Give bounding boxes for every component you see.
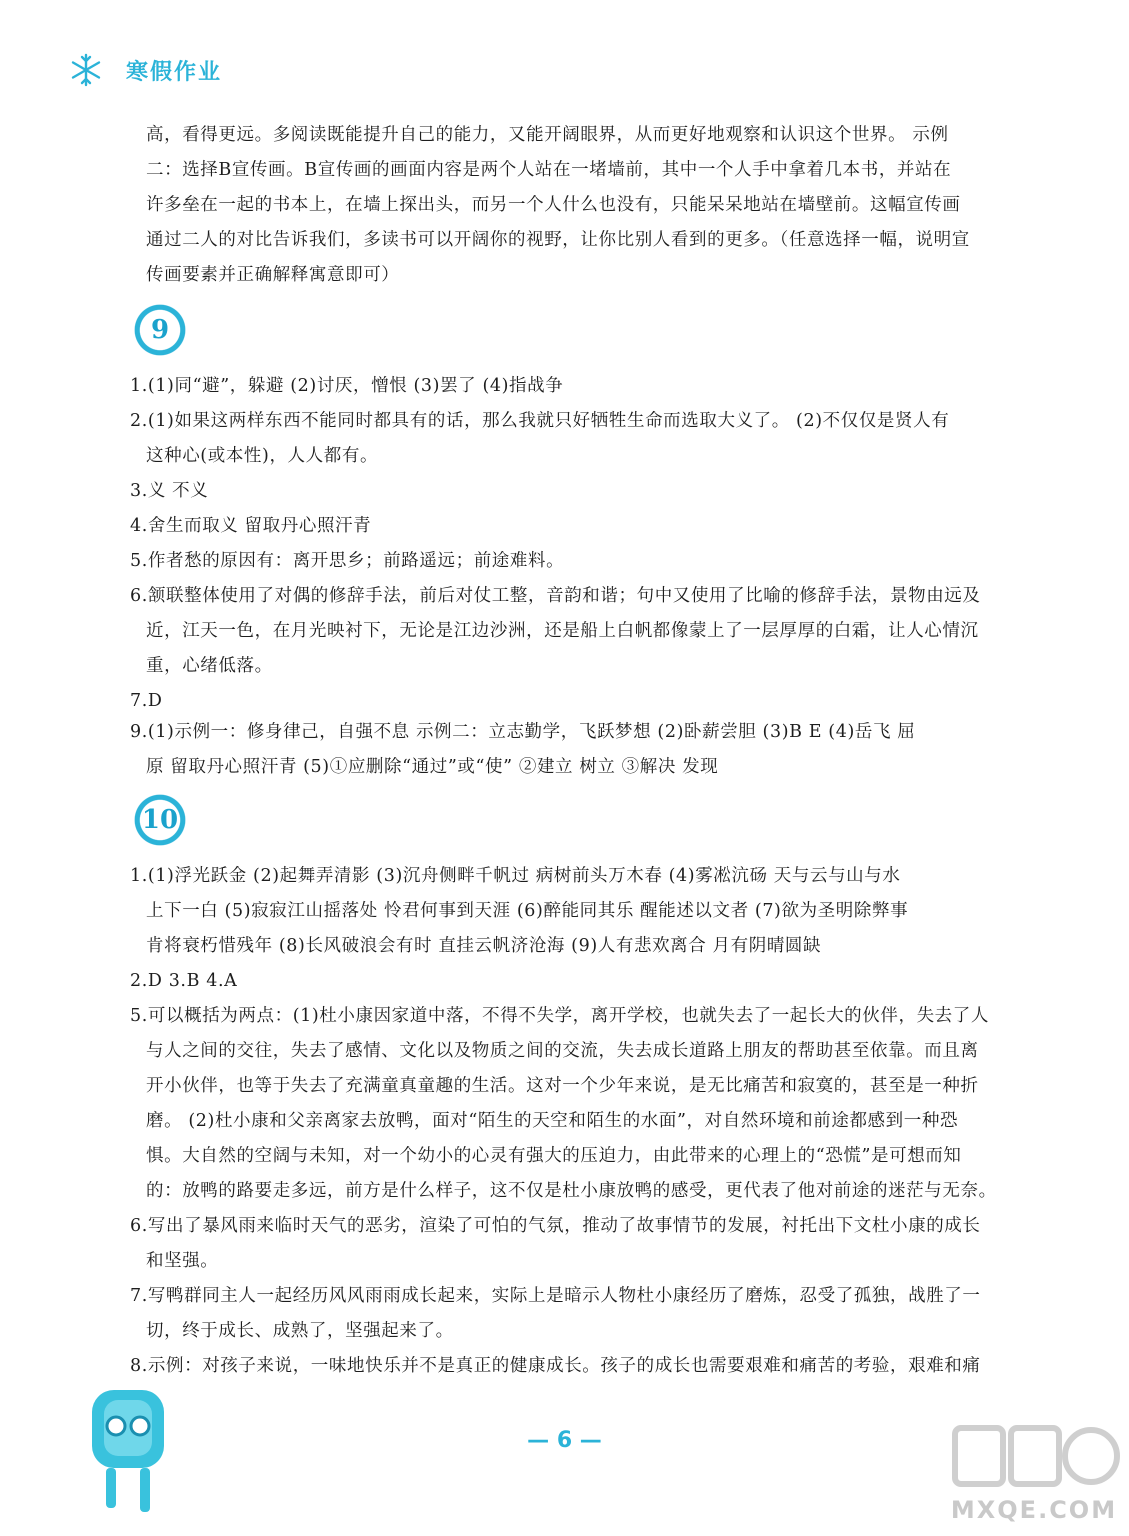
answer-line: 7.D [130, 691, 163, 711]
answer-line: 4.舍生而取义 留取丹心照汗青 [130, 516, 372, 536]
text-line: 高，看得更远。多阅读既能提升自己的能力，又能开阔眼界，从而更好地观察和认识这个世界。 示例 [146, 125, 949, 145]
answer-line: 7.写鸭群同主人一起经历风风雨雨成长起来，实际上是暗示人物杜小康经历了磨炼，忍受了孤独，战胜了一 [130, 1286, 981, 1306]
answer-line: 5.作者愁的原因有：离开思乡；前路遥远；前途难料。 [130, 551, 565, 571]
answer-line: 原 留取丹心照汗青 (5)①应删除“通过”或“使” ②建立 树立 ③解决 发现 [146, 757, 719, 777]
watermark-text: MXQE.COM [950, 1496, 1118, 1524]
text-line: 传画要素并正确解释寓意即可） [146, 265, 400, 285]
answer-line: 和坚强。 [146, 1251, 219, 1271]
header-title: 寒假作业 [126, 59, 223, 85]
badge-number: 10 [141, 805, 179, 835]
page-number: — 6 — [527, 1428, 602, 1453]
text-line: 许多垒在一起的书本上，在墙上探出头，而另一个人什么也没有，只能呆呆地站在墙壁前。这幅宣传画 [146, 195, 961, 215]
answer-line: 6.颔联整体使用了对偶的修辞手法，前后对仗工整，音韵和谐；句中又使用了比喻的修辞手法，景物由远及 [130, 586, 981, 606]
answer-line: 这种心(或本性)，人人都有。 [146, 446, 379, 466]
answer-line: 2.(1)如果这两样东西不能同时都具有的话，那么我就只好牺牲生命而选取大义了。 (2)不仅仅是贤人有 [130, 411, 950, 431]
page-header [68, 52, 222, 88]
answer-line: 1.(1)浮光跃金 (2)起舞弄清影 (3)沉舟侧畔千帆过 病树前头万木春 (4)雾凇沆砀 天与云与山与水 [130, 866, 901, 886]
answer-line: 6.写出了暴风雨来临时天气的恶劣，渲染了可怕的气氛，推动了故事情节的发展，衬托出下文杜小康的成长 [130, 1216, 981, 1236]
watermark [945, 1418, 1123, 1530]
answer-line: 磨。 (2)杜小康和父亲离家去放鸭，面对“陌生的天空和陌生的水面”，对自然环境和前途都感到一种恐 [146, 1111, 959, 1131]
answer-line: 与人之间的交往，失去了感情、文化以及物质之间的交流，失去成长道路上朋友的帮助甚至依靠。而且离 [146, 1041, 979, 1061]
answer-line: 肯将衰朽惜残年 (8)长风破浪会有时 直挂云帆济沧海 (9)人有悲欢离合 月有阴晴圆缺 [146, 936, 822, 956]
answer-line: 9.(1)示例一：修身律己，自强不息 示例二：立志勤学，飞跃梦想 (2)卧薪尝胆 (3)B E (4)岳飞 屈 [130, 722, 916, 742]
watermark-logo-icon [945, 1418, 1123, 1498]
answer-line: 的：放鸭的路要走多远，前方是什么样子，这不仅是杜小康放鸭的感受，更代表了他对前途的迷茫与无奈。 [146, 1181, 997, 1201]
answer-line: 重，心绪低落。 [146, 656, 273, 676]
answer-line: 开小伙伴，也等于失去了充满童真童趣的生活。这对一个少年来说，是无比痛苦和寂寞的，甚至是一种折 [146, 1076, 979, 1096]
answer-line: 1.(1)同“避”，躲避 (2)讨厌，憎恨 (3)罢了 (4)指战争 [130, 376, 564, 396]
answer-line: 5.可以概括为两点：(1)杜小康因家道中落，不得不失学，离开学校，也就失去了一起长大的伙伴，失去了人 [130, 1006, 989, 1026]
badge-number: 9 [150, 315, 170, 345]
answer-line: 8.示例：对孩子来说，一味地快乐并不是真正的健康成长。孩子的成长也需要艰难和痛苦的考验，艰难和痛 [130, 1356, 981, 1376]
answer-line: 切，终于成长、成熟了，坚强起来了。 [146, 1321, 454, 1341]
text-line: 通过二人的对比告诉我们，多读书可以开阔你的视野，让你比别人看到的更多。（任意选择一幅，说明宣 [146, 230, 970, 250]
answer-line: 惧。大自然的空阔与未知，对一个幼小的心灵有强大的压迫力，由此带来的心理上的“恐慌”是可想而知 [146, 1146, 962, 1166]
section-badge-10 [134, 794, 186, 846]
snowflake-icon [68, 52, 104, 88]
section-badge-9 [134, 304, 186, 356]
answer-line: 上下一白 (5)寂寂江山摇落处 怜君何事到天涯 (6)醉能同其乐 醒能述以文者 (7)欲为圣明除弊事 [146, 901, 909, 921]
answer-line: 3.义 不义 [130, 481, 209, 501]
answer-line: 2.D 3.B 4.A [130, 971, 238, 991]
answer-line: 近，江天一色，在月光映衬下，无论是江边沙洲，还是船上白帆都像蒙上了一层厚厚的白霜，让人心情沉 [146, 621, 979, 641]
text-line: 二：选择B宣传画。B宣传画的画面内容是两个人站在一堵墙前，其中一个人手中拿着几本书，并站在 [146, 160, 952, 180]
